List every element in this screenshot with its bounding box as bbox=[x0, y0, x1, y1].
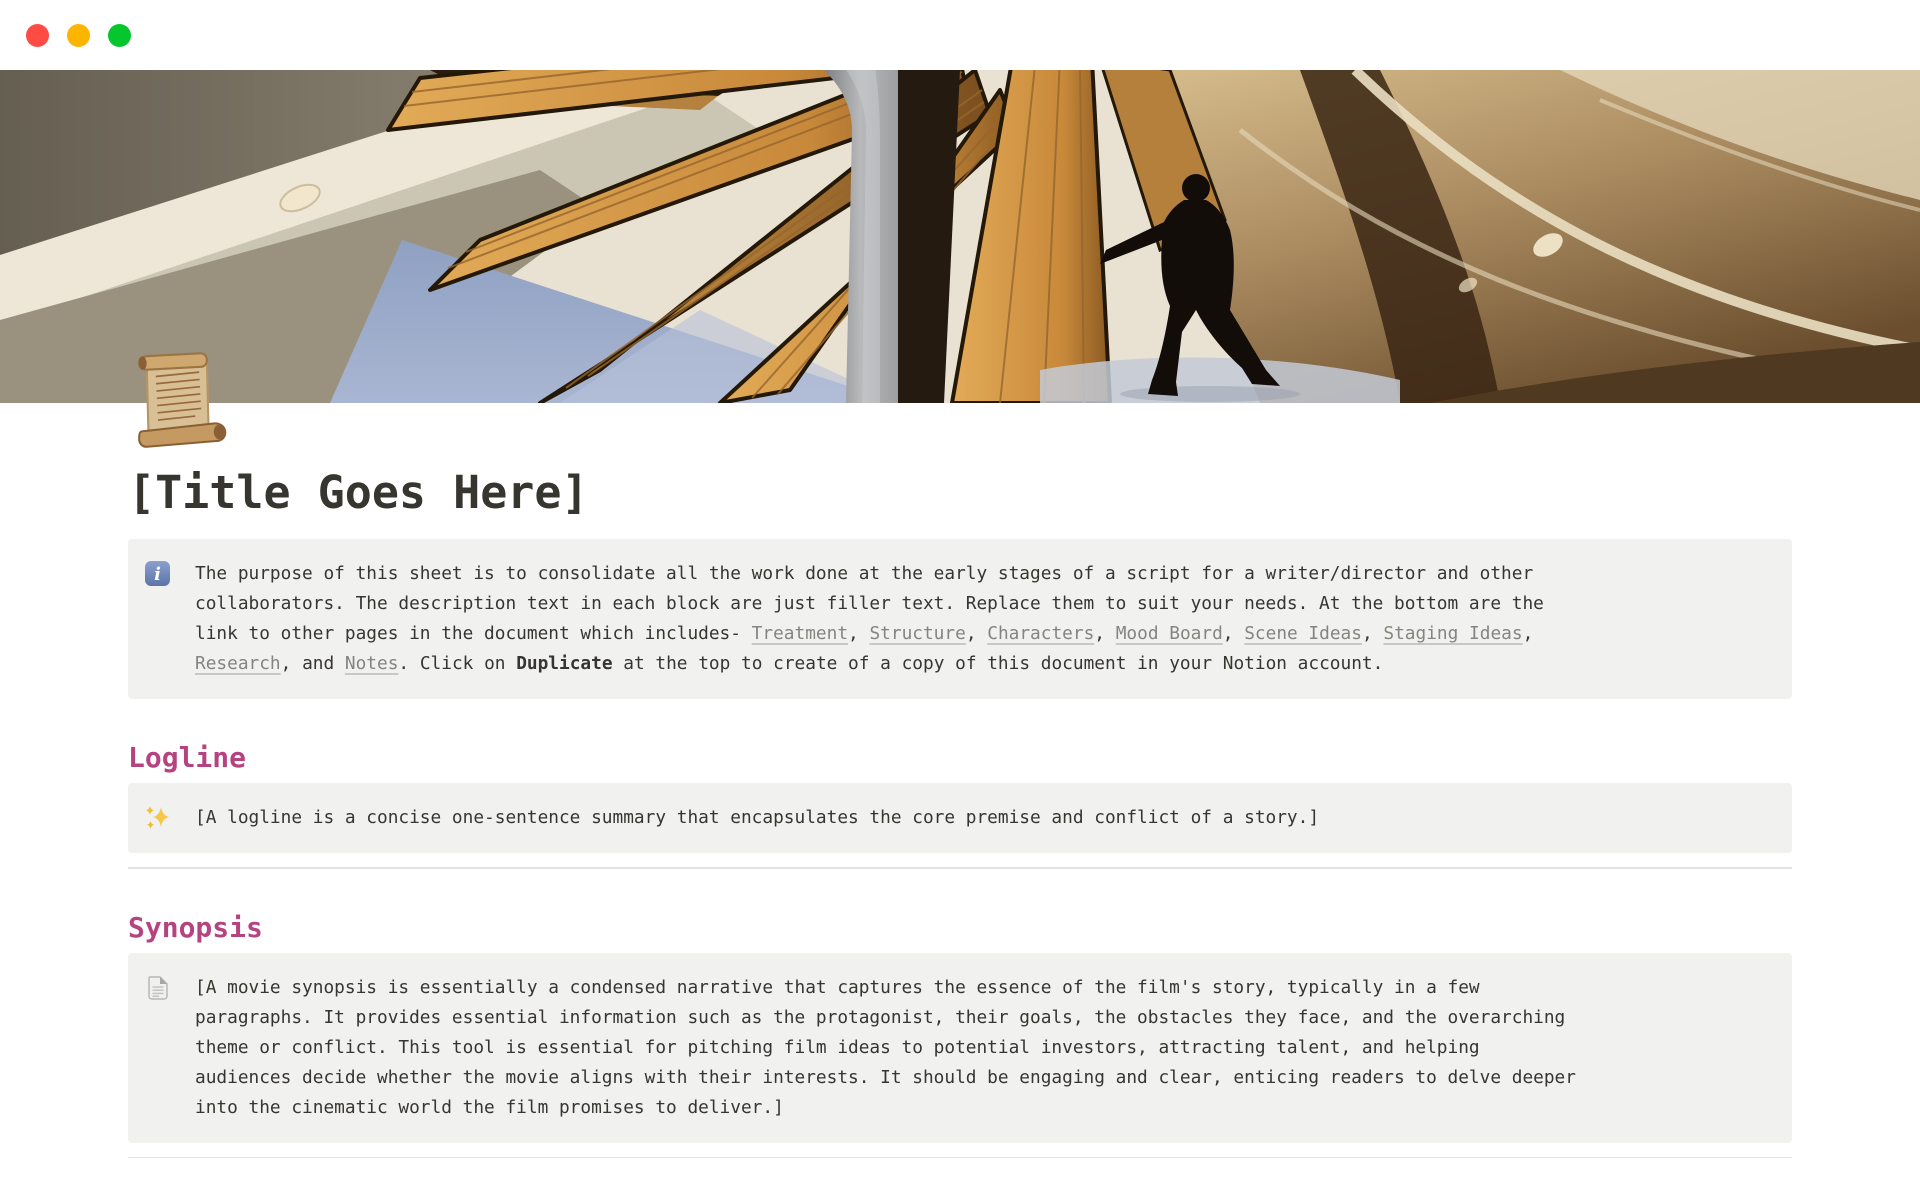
close-button[interactable] bbox=[26, 24, 49, 47]
callout-logline-text: [A logline is a concise one-sentence summary that encapsulates the core premise and conflict of a story.] bbox=[195, 807, 1320, 828]
page-link[interactable]: Mood Board bbox=[1115, 623, 1223, 644]
page-icon[interactable] bbox=[132, 348, 236, 452]
logline-heading[interactable]: Logline bbox=[128, 741, 247, 774]
page-title[interactable]: [Title Goes Here] bbox=[128, 466, 589, 519]
callout-synopsis[interactable] bbox=[128, 953, 1792, 1143]
callout-logline[interactable] bbox=[128, 783, 1792, 853]
minimize-button[interactable] bbox=[67, 24, 90, 47]
sparkles-icon bbox=[144, 804, 171, 831]
scroll-icon bbox=[132, 348, 236, 452]
info-icon bbox=[144, 560, 171, 587]
divider bbox=[128, 1157, 1792, 1159]
svg-text:i: i bbox=[154, 564, 161, 585]
document-icon bbox=[144, 974, 171, 1001]
page-link[interactable]: Treatment bbox=[751, 623, 849, 644]
page-link[interactable]: Structure bbox=[869, 623, 966, 644]
synopsis-heading[interactable]: Synopsis bbox=[128, 910, 263, 944]
page-link[interactable]: Research bbox=[195, 653, 281, 674]
divider bbox=[128, 867, 1792, 869]
callout-info-text: The purpose of this sheet is to consolidate all the work done at the early stages of a script for a writer/director and other collaborators. The description text in each block are just filler text. Replace them to suit your needs. At the bottom are the link to other pages in the document which includes- Treatment, Structure, Characters, Mood Board, Scene Ideas, Staging Ideas, Research, and Notes. Click on Duplicate at the top to create of a copy of this document in your Notion account. bbox=[195, 563, 1544, 674]
callout-info[interactable] bbox=[128, 539, 1792, 699]
titlebar bbox=[0, 0, 1920, 70]
page-link[interactable]: Staging Ideas bbox=[1383, 623, 1523, 644]
page-link[interactable]: Notes bbox=[344, 653, 399, 674]
page-body bbox=[128, 348, 1792, 1158]
page-link[interactable]: Characters bbox=[987, 623, 1095, 644]
page-link[interactable]: Scene Ideas bbox=[1244, 623, 1362, 644]
fullscreen-button[interactable] bbox=[108, 24, 131, 47]
callout-synopsis-text: [A movie synopsis is essentially a condensed narrative that captures the essence of the film's story, typically in a few paragraphs. It provides essential information such as the protagonist, their goals, the obstacles they face, and the overarching theme or conflict. This tool is essential for pitching film ideas to potential investors, attracting talent, and helping audiences decide whether the movie aligns with their interests. It should be engaging and clear, enticing readers to delve deeper into the cinematic world the film promises to deliver.] bbox=[195, 976, 1576, 1118]
